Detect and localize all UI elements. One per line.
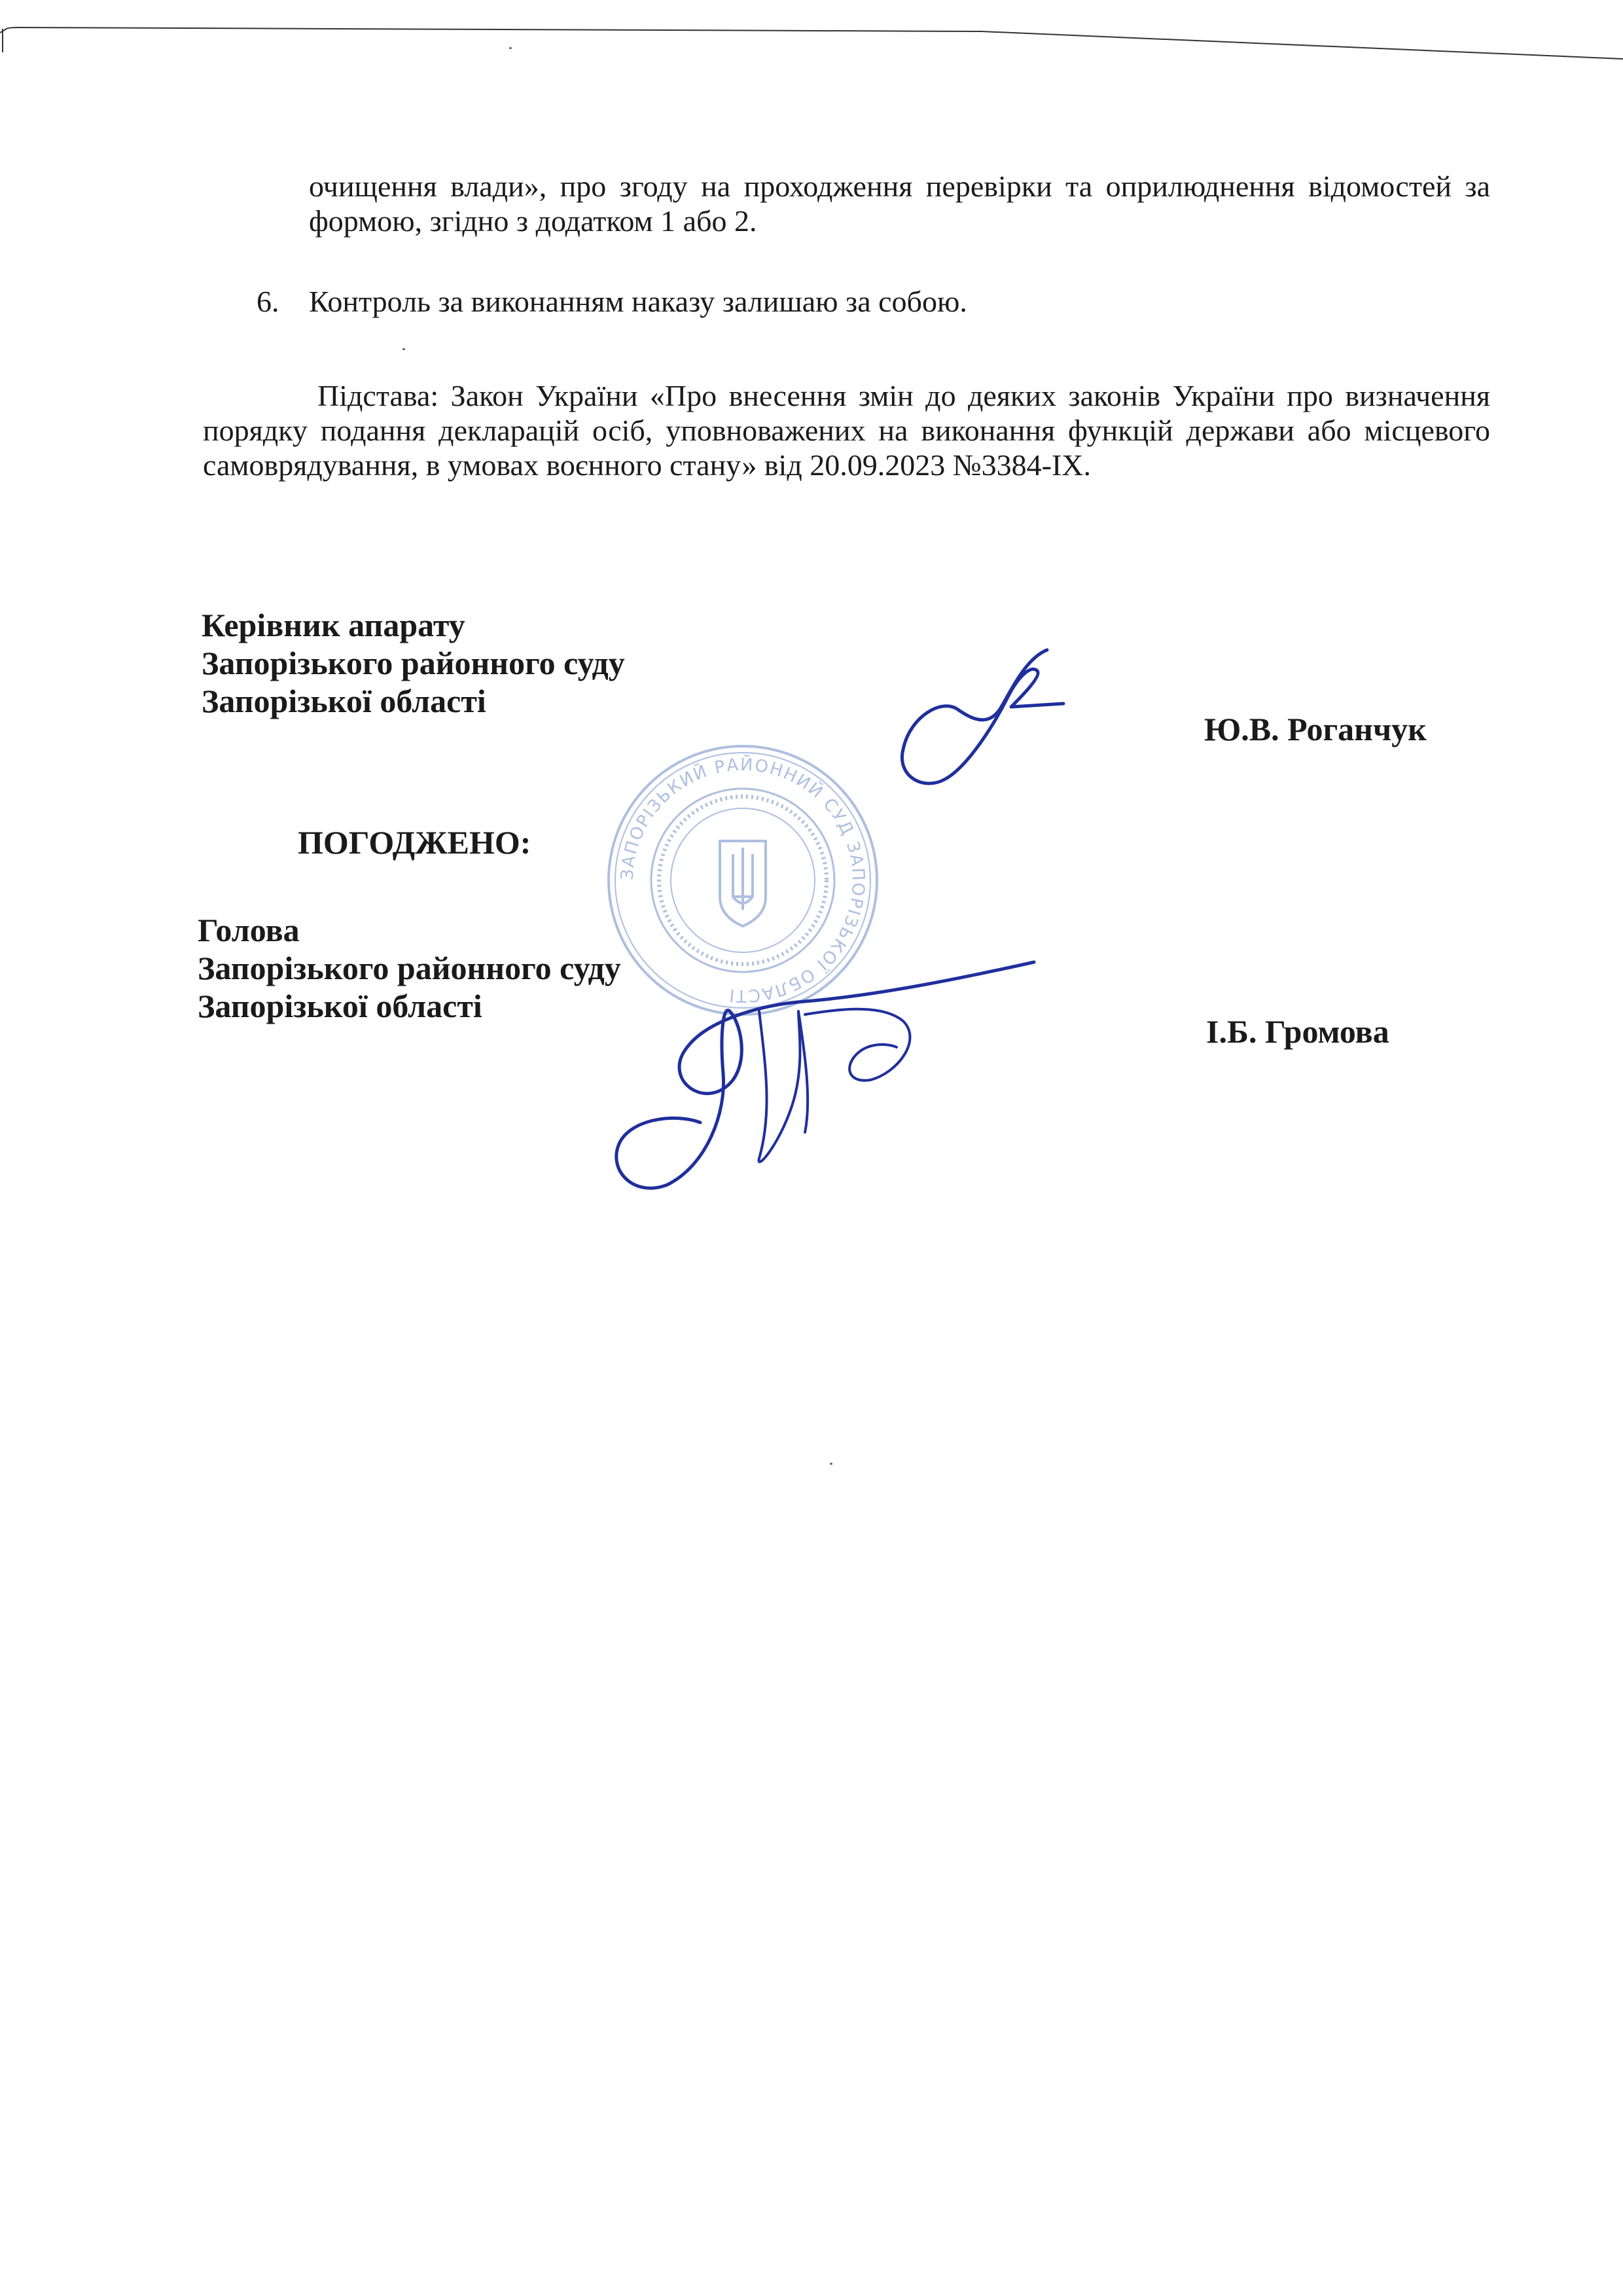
signatory-1-title-line: Керівник апарату	[202, 607, 465, 643]
signatory-2-title	[198, 911, 621, 1025]
basis-paragraph: Підстава: Закон України «Про внесення змін до деяких законів України про визначення порядку подання декларацій осіб, уповноважених на виконання функцій держави або місцевого самоврядування, в умовах воєнного стану» від 20.09.2023 №3384-IX.	[203, 379, 1490, 482]
list-item-number: 6.	[257, 285, 279, 318]
scan-edge-artifact	[0, 26, 1623, 79]
signature-2	[609, 949, 1041, 1198]
signatory-1-title	[202, 606, 625, 720]
paragraph-continuation: очищення влади», про згоду на проходження перевірки та оприлюднення відомостей за формою, згідно з додатком 1 або 2.	[309, 170, 1490, 238]
list-item-6	[257, 284, 967, 319]
scan-speck	[509, 47, 512, 49]
list-item-text: Контроль за виконанням наказу залишаю за собою.	[309, 285, 967, 318]
signatory-2-title-line: Запорізького районного суду	[198, 950, 621, 986]
signatory-1-title-line: Запорізького районного суду	[202, 645, 625, 681]
seal-ring-text: ЗАПОРІЗЬКИЙ РАЙОННИЙ СУД ЗАПОРІЗЬКОЇ ОБЛАСТІ	[617, 755, 868, 1006]
signatory-1-title-line: Запорізької області	[202, 683, 486, 719]
coat-of-arms-icon	[720, 841, 766, 926]
scan-speck	[830, 1463, 832, 1465]
signatory-2-title-line: Голова	[198, 912, 300, 948]
signatory-1-name: Ю.В. Роганчук	[1204, 711, 1427, 747]
scan-speck	[402, 348, 405, 350]
approval-label: ПОГОДЖЕНО:	[298, 824, 531, 861]
signature-1	[897, 645, 1093, 795]
signatory-2-title-line: Запорізької області	[198, 988, 482, 1024]
signatory-2-name: І.Б. Громова	[1206, 1013, 1389, 1050]
